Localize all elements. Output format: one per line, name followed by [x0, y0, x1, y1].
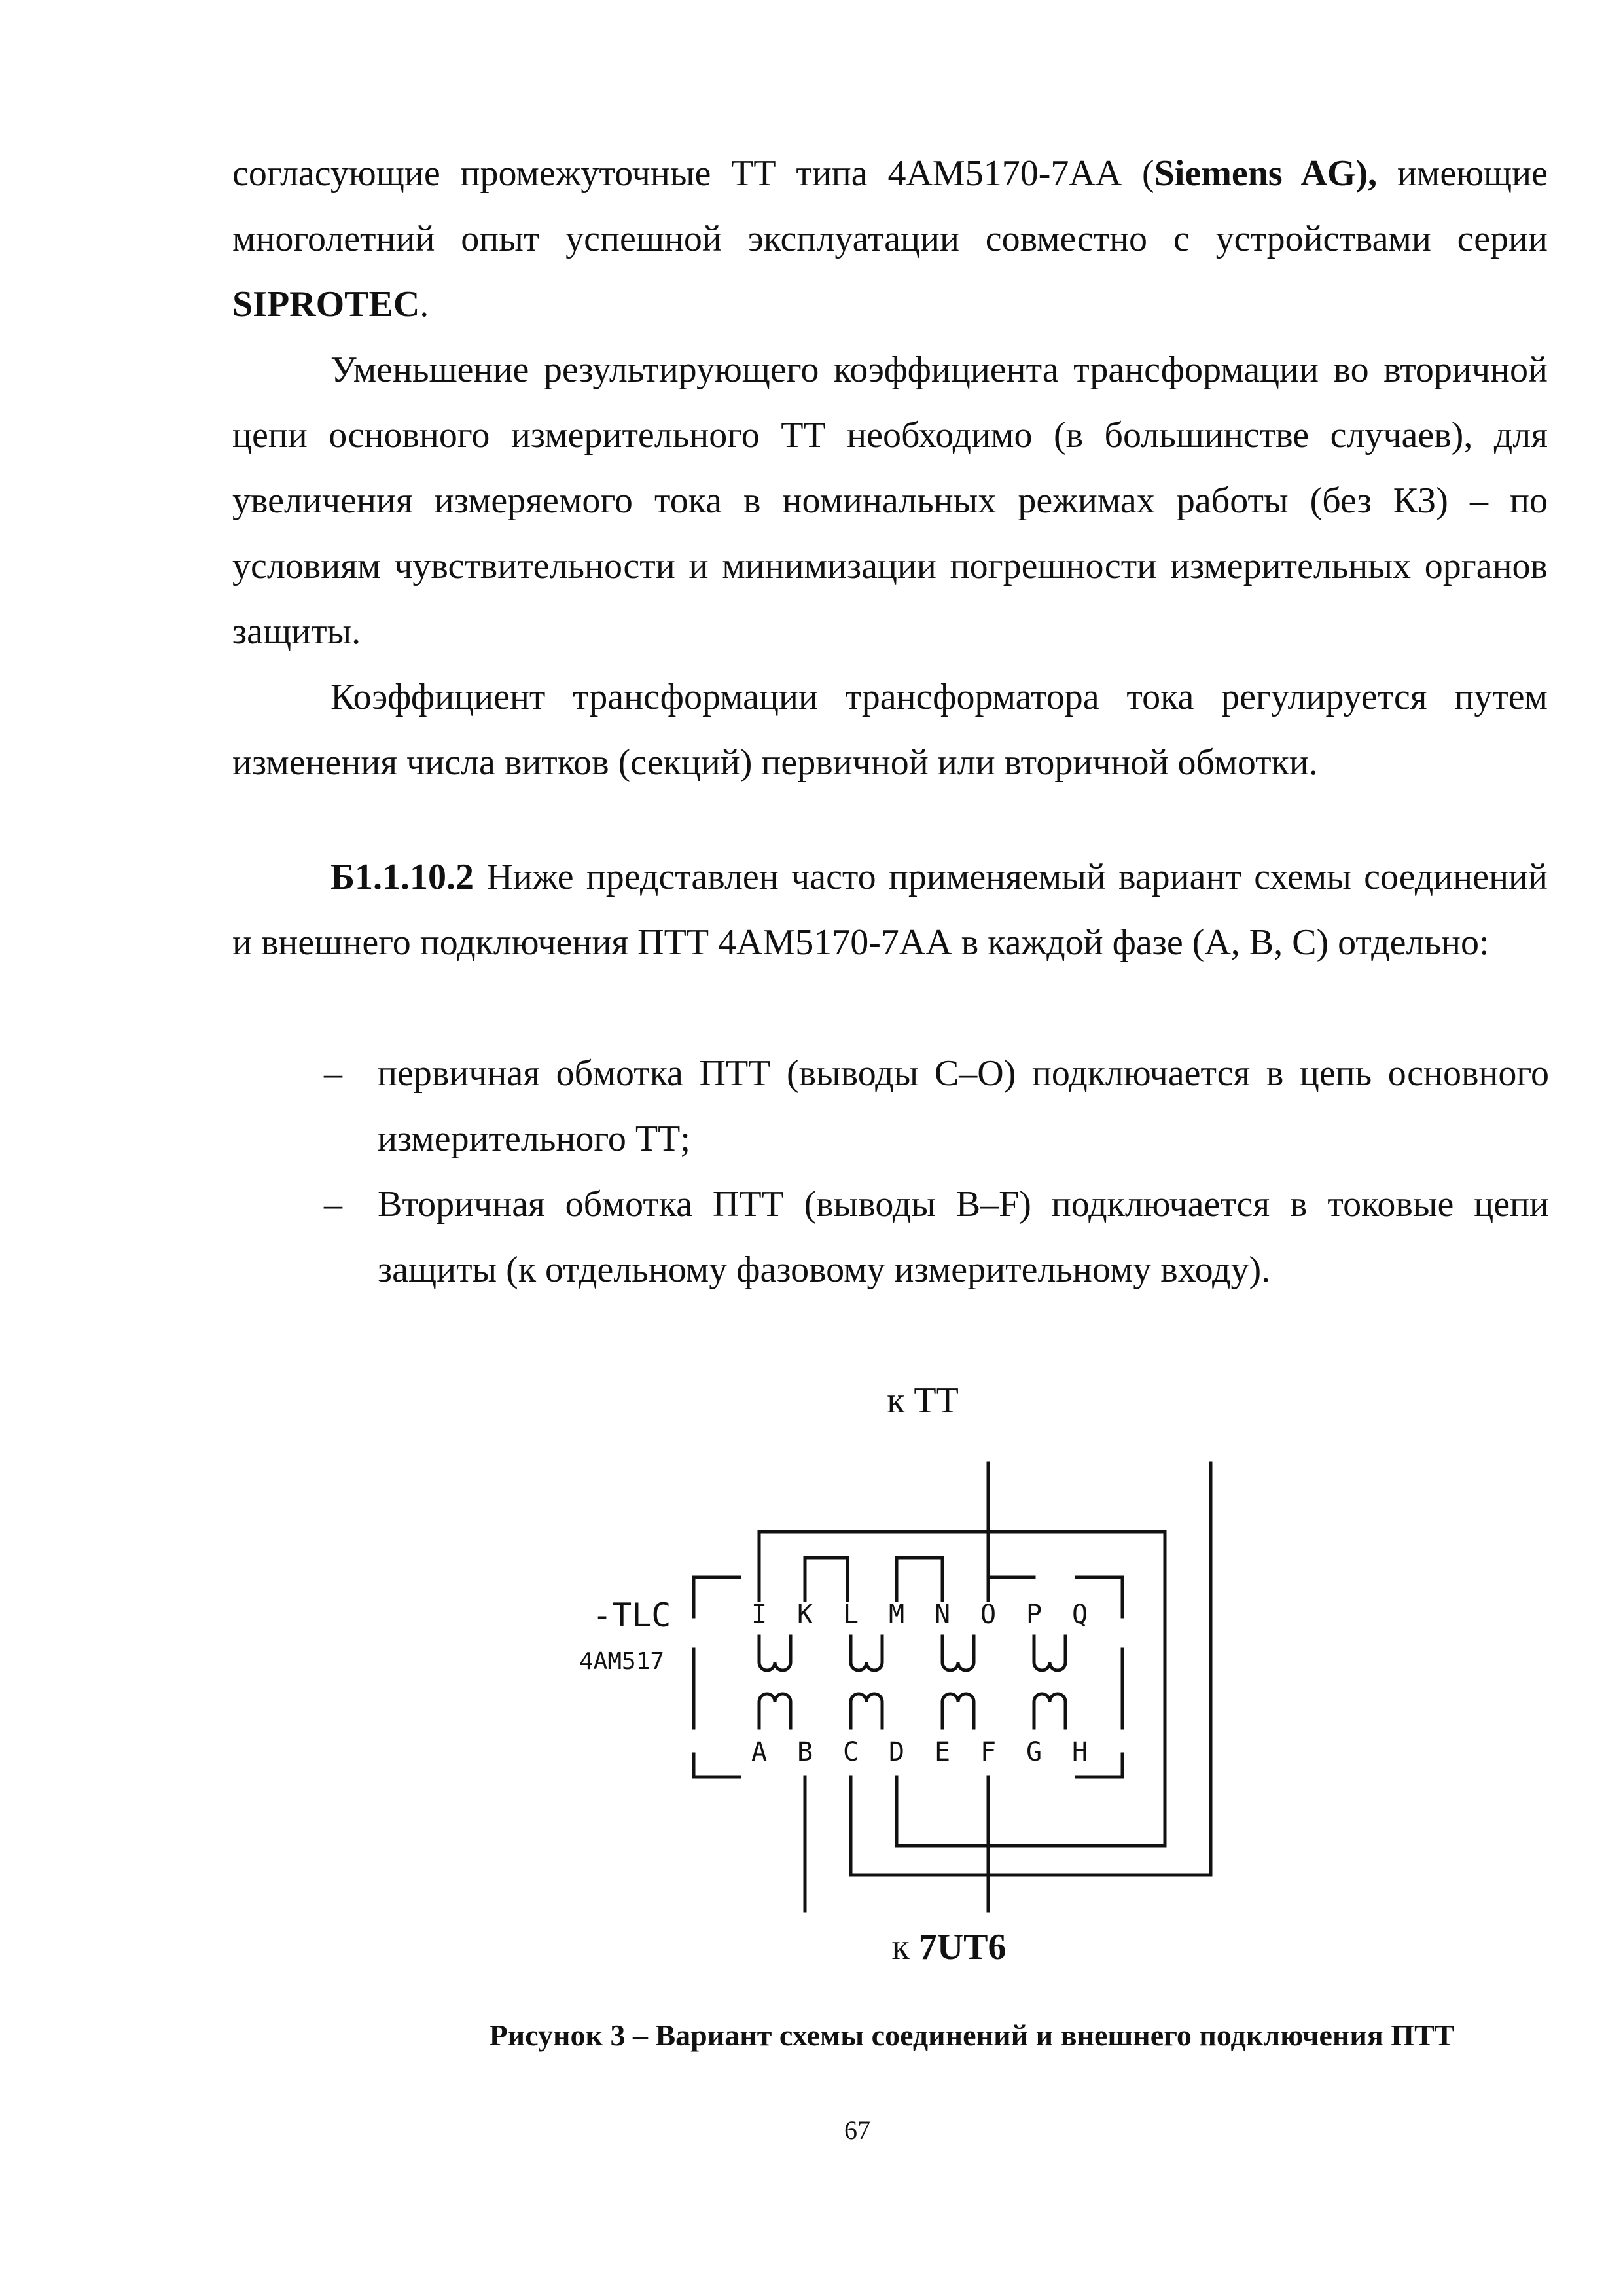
paragraph-1-end: .	[419, 284, 429, 325]
housing-bracket-bottom-left	[694, 1754, 740, 1777]
paragraph-3: Коэффициент трансформации трансформатора тока регулируется путем изменения числа витков (секций) первичной или вторичной обмотки.	[232, 677, 1548, 783]
paragraph-1-bracket: ),	[1355, 153, 1378, 194]
terminal-label-top: I	[751, 1600, 768, 1630]
terminal-label-top: P	[1026, 1600, 1043, 1630]
terminal-label-bottom: B	[796, 1737, 813, 1767]
terminal-label-bottom: C	[842, 1737, 859, 1767]
series-name: SIPROTEC	[232, 284, 420, 325]
terminal-label-top: O	[980, 1600, 997, 1630]
bottom-label-prefix: к	[891, 1927, 919, 1967]
figure-caption: Рисунок 3 – Вариант схемы соединений и внешнего подключения ПТТ	[489, 2018, 1455, 2052]
figure-bottom-label	[812, 1921, 1086, 1973]
terminal-label-top: Q	[1071, 1600, 1088, 1630]
winding-bottom-4	[1034, 1694, 1065, 1728]
list-bullet: –	[324, 1184, 342, 1225]
paragraph-4-text: Ниже представлен часто применяемый вариант схемы соединений и внешнего подключения ПТТ 4АМ5170-7АА в каждой фазе (А, В, С) отдельно:	[232, 857, 1548, 963]
jumper-o-p	[988, 1577, 1034, 1600]
terminal-label-bottom: D	[888, 1737, 905, 1767]
terminal-label-bottom: A	[751, 1737, 768, 1767]
device-type-label: 4AM517	[579, 1648, 665, 1675]
list-item-text: Вторичная обмотка ПТТ (выводы В–F) подключается в токовые цепи защиты (к отдельному фазовому измерительному входу).	[378, 1184, 1549, 1290]
winding-top-3	[942, 1636, 974, 1670]
terminal-label-bottom: G	[1026, 1737, 1043, 1767]
terminal-label-bottom: E	[934, 1737, 951, 1767]
list-item-text: первичная обмотка ПТТ (выводы С–О) подключается в цепь основного измерительного ТТ;	[378, 1053, 1549, 1159]
winding-bottom-3	[942, 1694, 974, 1728]
jumper-k-l	[805, 1558, 847, 1600]
winding-top-1	[759, 1636, 791, 1670]
terminal-label-top: N	[934, 1600, 951, 1630]
terminal-label-bottom: F	[980, 1737, 997, 1767]
device-designation: -TLC	[592, 1596, 671, 1634]
jumper-m-n	[897, 1558, 942, 1600]
lead-tt-2	[851, 1463, 1211, 1875]
winding-top-4	[1034, 1636, 1065, 1670]
paragraph-1-middle: имеющие многолетний опыт успешной эксплуатации совместно с устройствами серии	[232, 153, 1548, 259]
paragraph-1-start: согласующие промежуточные ТТ типа 4АМ5170-7АА (	[232, 153, 1154, 194]
winding-top-2	[851, 1636, 882, 1670]
terminal-label-bottom: H	[1071, 1737, 1088, 1767]
winding-bottom-1	[759, 1694, 791, 1728]
terminal-label-top: K	[796, 1600, 813, 1630]
bottom-label-device: 7UT6	[918, 1927, 1007, 1967]
paragraph-2: Уменьшение результирующего коэффициента трансформации во вторичной цепи основного измерительного ТТ необходимо (в большинстве случаев), для увеличения измеряемого тока в номинальных режимах работы (без КЗ) – по условиям чувствительности и минимизации погрешности измерительных органов защиты.	[232, 350, 1548, 652]
terminal-label-top: L	[842, 1600, 859, 1630]
figure-top-label: к ТТ	[887, 1380, 959, 1421]
page-number: 67	[844, 2115, 870, 2145]
terminal-label-top: M	[888, 1600, 905, 1630]
company-name: Siemens AG	[1154, 153, 1356, 194]
housing-bracket-left	[694, 1577, 740, 1617]
winding-bottom-2	[851, 1694, 882, 1728]
section-number: Б1.1.10.2	[330, 857, 474, 897]
list-bullet: –	[324, 1053, 342, 1094]
